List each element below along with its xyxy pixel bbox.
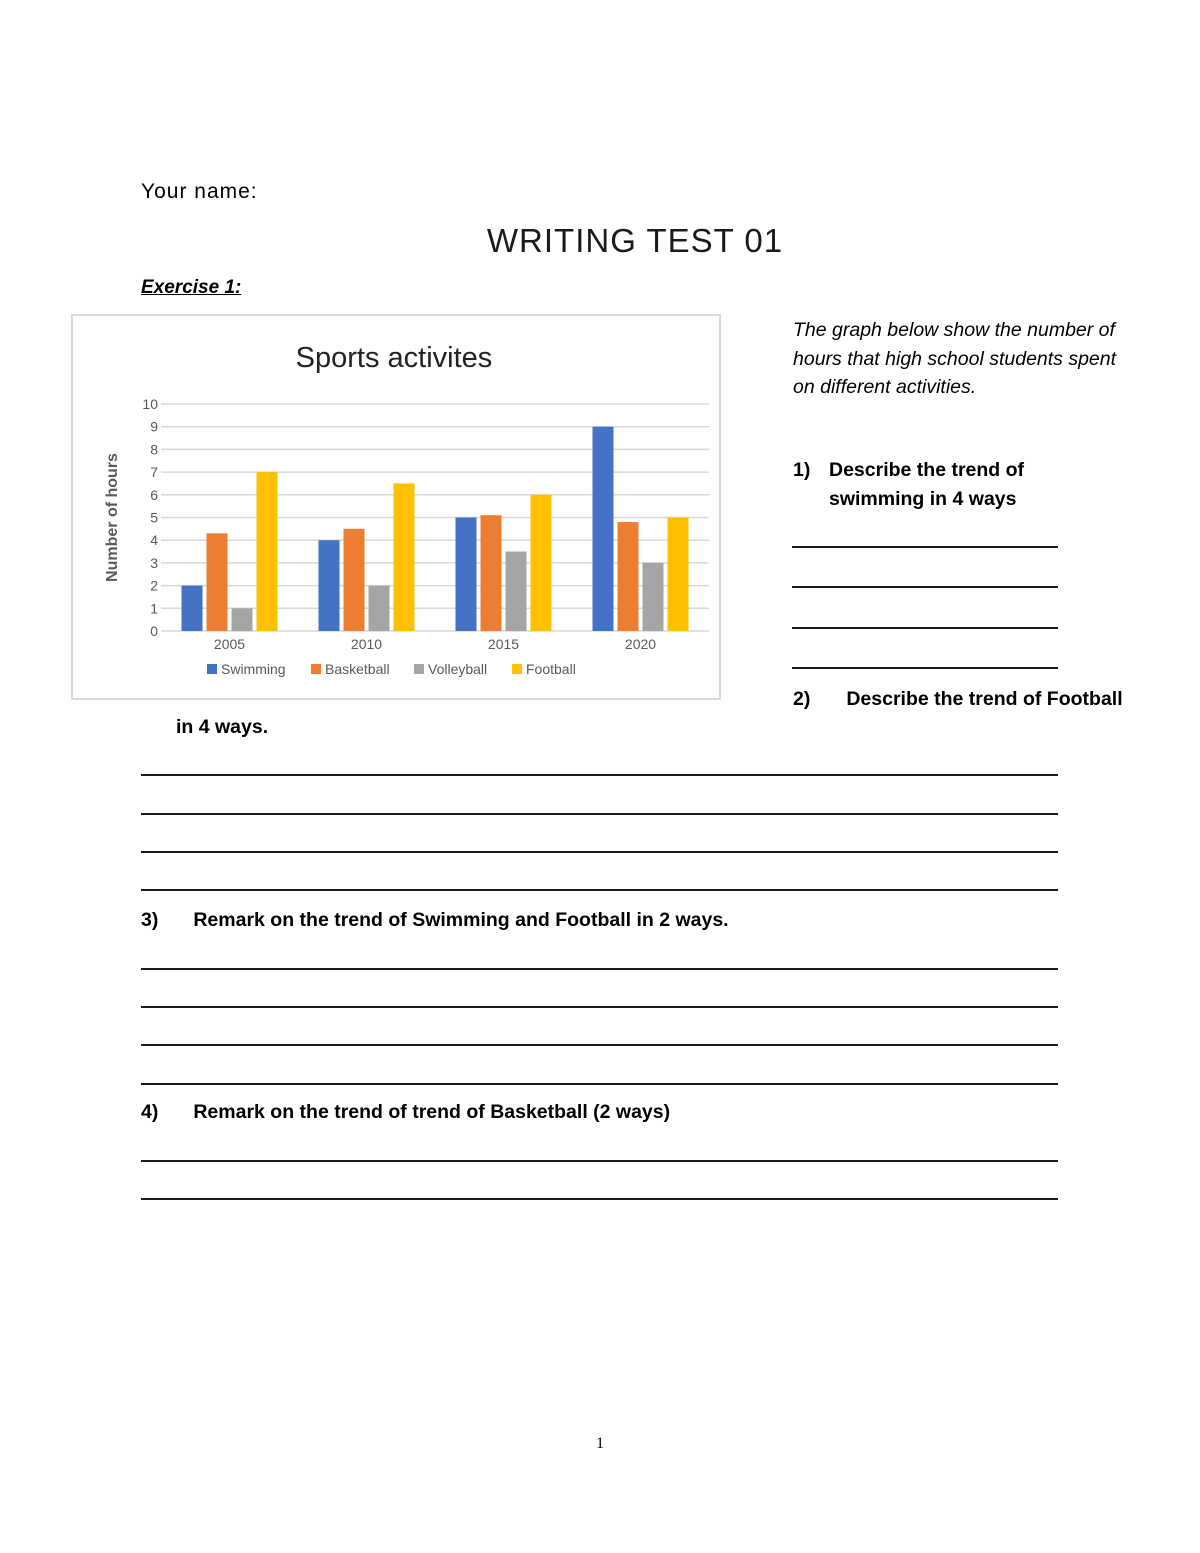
y-tick-label: 10 [142, 396, 158, 412]
question-4-number: 4) [141, 1101, 159, 1123]
x-tick-label: 2005 [213, 636, 246, 652]
y-tick-label: 8 [150, 441, 158, 458]
sports-activities-chart [73, 316, 719, 698]
answer-line[interactable] [141, 1006, 1058, 1008]
y-tick-label: 1 [150, 600, 158, 617]
question-2-number: 2) [793, 688, 811, 710]
question-4-text: Remark on the trend of trend of Basketball (2 ways) [193, 1101, 671, 1123]
question-3 [141, 909, 729, 932]
question-1-text: Describe the trend of swimming in 4 ways [829, 459, 1025, 510]
answer-line[interactable] [141, 774, 1058, 776]
question-3-number: 3) [141, 909, 159, 931]
x-tick-label: 2020 [624, 636, 657, 652]
x-tick-label: 2015 [487, 636, 520, 652]
answer-line[interactable] [141, 1160, 1058, 1162]
y-tick-label: 6 [150, 486, 158, 503]
answer-line[interactable] [792, 586, 1058, 588]
bar-basketball-2015 [481, 515, 502, 631]
legend-label-volleyball: Volleyball [428, 661, 488, 677]
legend-swatch-volleyball [414, 664, 424, 674]
page-title: WRITING TEST 01 [486, 222, 784, 259]
question-2-continuation: in 4 ways. [176, 716, 269, 738]
legend-label-swimming: Swimming [221, 661, 286, 677]
question-2 [793, 688, 1123, 711]
answer-line[interactable] [141, 1083, 1058, 1085]
bar-volleyball-2005 [232, 608, 253, 631]
bar-football-2005 [257, 472, 278, 631]
question-1 [793, 456, 1123, 513]
legend-swatch-football [512, 664, 522, 674]
y-tick-label: 5 [150, 509, 158, 526]
bar-football-2020 [668, 518, 689, 632]
answer-line[interactable] [141, 889, 1058, 891]
bar-basketball-2010 [344, 529, 365, 631]
chart-frame [71, 314, 721, 700]
answer-line[interactable] [141, 813, 1058, 815]
question-4 [141, 1101, 670, 1124]
bar-swimming-2010 [319, 540, 340, 631]
exercise-label: Exercise 1: [141, 277, 242, 298]
y-tick-label: 3 [150, 554, 158, 571]
answer-line[interactable] [141, 1044, 1058, 1046]
bar-swimming-2005 [182, 586, 203, 631]
answer-line[interactable] [792, 667, 1058, 669]
y-tick-label: 9 [150, 418, 158, 435]
bar-basketball-2005 [207, 533, 228, 631]
bar-football-2015 [531, 495, 552, 631]
question-3-text: Remark on the trend of Swimming and Football in 2 ways. [193, 909, 729, 931]
page-number: 1 [596, 1435, 604, 1452]
bar-volleyball-2010 [369, 586, 390, 631]
bar-swimming-2015 [456, 518, 477, 632]
y-tick-label: 4 [150, 532, 158, 549]
question-2-text: Describe the trend of Football [846, 688, 1123, 710]
answer-line[interactable] [141, 968, 1058, 970]
question-1-number: 1) [793, 459, 811, 481]
bar-basketball-2020 [618, 522, 639, 631]
y-tick-label: 7 [150, 464, 158, 481]
intro-text: The graph below show the number of hours that high school students spent on different activities. [793, 319, 1117, 398]
answer-line[interactable] [792, 546, 1058, 548]
answer-line[interactable] [792, 627, 1058, 629]
x-tick-label: 2010 [350, 636, 383, 652]
y-tick-label: 2 [150, 577, 158, 594]
legend-swatch-basketball [311, 664, 321, 674]
bar-swimming-2020 [593, 427, 614, 631]
bar-volleyball-2020 [643, 563, 664, 631]
bar-volleyball-2015 [506, 552, 527, 631]
chart-title: Sports activites [295, 342, 493, 374]
your-name-label: Your name: [141, 180, 258, 203]
y-axis-label: Number of hours [104, 453, 121, 582]
legend-label-football: Football [526, 661, 576, 677]
answer-line[interactable] [141, 851, 1058, 853]
y-tick-label: 0 [150, 623, 158, 639]
bar-football-2010 [394, 483, 415, 631]
legend-label-basketball: Basketball [325, 661, 390, 677]
answer-line[interactable] [141, 1198, 1058, 1200]
legend-swatch-swimming [207, 664, 217, 674]
